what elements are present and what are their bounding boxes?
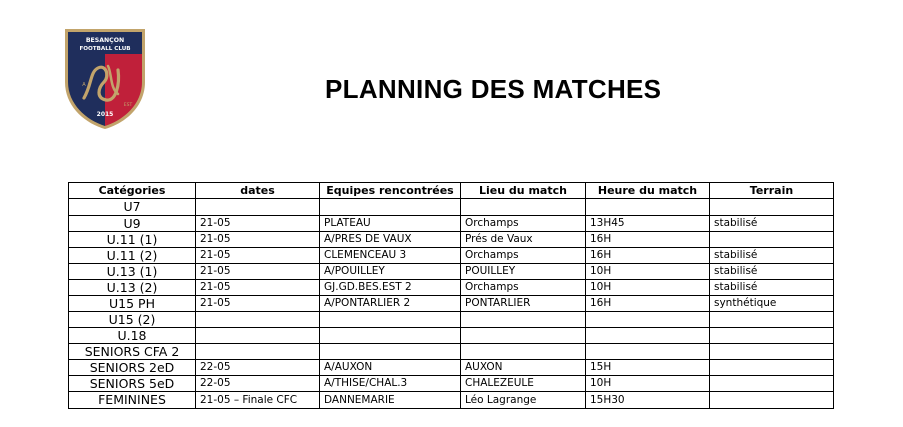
- table-cell: [461, 312, 586, 328]
- column-header: Equipes rencontrées: [320, 183, 461, 199]
- table-row: [69, 360, 834, 376]
- table-cell: stabilisé: [710, 280, 834, 296]
- table-cell: CHALEZEULE: [461, 376, 586, 392]
- table-row: [69, 248, 834, 264]
- table-cell: [196, 312, 320, 328]
- table-cell: A/AUXON: [320, 360, 461, 376]
- table-cell: 21-05: [196, 264, 320, 280]
- logo-year: 2015: [96, 111, 114, 118]
- table-cell: stabilisé: [710, 216, 834, 232]
- table-header-row: [69, 183, 834, 199]
- page-title: PLANNING DES MATCHES: [325, 74, 662, 104]
- table-cell: 21-05: [196, 232, 320, 248]
- table-cell: [196, 199, 320, 216]
- logo-motto-right: EST: [123, 103, 133, 108]
- table-row: [69, 264, 834, 280]
- logo-line1: BESANÇON: [85, 37, 125, 44]
- table-cell: [320, 344, 461, 360]
- table-cell: [586, 199, 710, 216]
- table-cell: [586, 312, 710, 328]
- category-cell: U.18: [69, 328, 196, 344]
- category-cell: U.13 (1): [69, 264, 196, 280]
- table-row: [69, 199, 834, 216]
- table-cell: Orchamps: [461, 248, 586, 264]
- column-header: Catégories: [69, 183, 196, 199]
- table-cell: stabilisé: [710, 264, 834, 280]
- table-cell: [461, 328, 586, 344]
- category-cell: SENIORS CFA 2: [69, 344, 196, 360]
- category-cell: SENIORS 5eD: [69, 376, 196, 392]
- table-cell: 22-05: [196, 376, 320, 392]
- table-row: [69, 344, 834, 360]
- category-cell: U.11 (1): [69, 232, 196, 248]
- table-cell: 15H30: [586, 392, 710, 409]
- category-cell: U15 (2): [69, 312, 196, 328]
- table-row: [69, 232, 834, 248]
- table-cell: Léo Lagrange: [461, 392, 586, 409]
- table-row: [69, 216, 834, 232]
- table-cell: stabilisé: [710, 248, 834, 264]
- table-cell: 21-05: [196, 296, 320, 312]
- table-cell: 21-05: [196, 280, 320, 296]
- column-header: Lieu du match: [461, 183, 586, 199]
- table-cell: PLATEAU: [320, 216, 461, 232]
- table-cell: [710, 344, 834, 360]
- table-cell: GJ.GD.BES.EST 2: [320, 280, 461, 296]
- category-cell: U9: [69, 216, 196, 232]
- column-header: Heure du match: [586, 183, 710, 199]
- table-cell: 21-05: [196, 216, 320, 232]
- table-cell: A/THISE/CHAL.3: [320, 376, 461, 392]
- table-cell: 21-05 – Finale CFC: [196, 392, 320, 409]
- table-cell: synthétique: [710, 296, 834, 312]
- table-row: [69, 296, 834, 312]
- table-cell: PONTARLIER: [461, 296, 586, 312]
- table-cell: 10H: [586, 264, 710, 280]
- table-cell: [586, 328, 710, 344]
- table-cell: POUILLEY: [461, 264, 586, 280]
- category-cell: SENIORS 2eD: [69, 360, 196, 376]
- table-cell: [710, 312, 834, 328]
- category-cell: U7: [69, 199, 196, 216]
- table-cell: CLEMENCEAU 3: [320, 248, 461, 264]
- category-cell: FEMININES: [69, 392, 196, 409]
- table-cell: [586, 344, 710, 360]
- table-cell: [710, 392, 834, 409]
- club-crest-icon: [62, 24, 148, 130]
- table-cell: [320, 312, 461, 328]
- table-cell: Orchamps: [461, 216, 586, 232]
- table-cell: 16H: [586, 248, 710, 264]
- table-cell: Prés de Vaux: [461, 232, 586, 248]
- table-cell: Orchamps: [461, 280, 586, 296]
- table-cell: 16H: [586, 232, 710, 248]
- table-cell: [196, 344, 320, 360]
- table-cell: 10H: [586, 376, 710, 392]
- table-cell: 21-05: [196, 248, 320, 264]
- table-cell: [710, 360, 834, 376]
- table-cell: 15H: [586, 360, 710, 376]
- column-header: dates: [196, 183, 320, 199]
- table-cell: 22-05: [196, 360, 320, 376]
- table-row: [69, 376, 834, 392]
- table-cell: [461, 199, 586, 216]
- table-row: [69, 312, 834, 328]
- table-cell: [710, 328, 834, 344]
- table-cell: 13H45: [586, 216, 710, 232]
- table-cell: A/PONTARLIER 2: [320, 296, 461, 312]
- table-cell: [710, 232, 834, 248]
- table-row: [69, 280, 834, 296]
- category-cell: U.13 (2): [69, 280, 196, 296]
- table-cell: DANNEMARIE: [320, 392, 461, 409]
- table-cell: A/POUILLEY: [320, 264, 461, 280]
- table-cell: [710, 376, 834, 392]
- table-body: [69, 199, 834, 409]
- category-cell: U.11 (2): [69, 248, 196, 264]
- table-cell: [320, 199, 461, 216]
- table-cell: 10H: [586, 280, 710, 296]
- logo-motto-left: A: [82, 82, 86, 88]
- table-cell: 16H: [586, 296, 710, 312]
- table-cell: A/PRES DE VAUX: [320, 232, 461, 248]
- table-cell: AUXON: [461, 360, 586, 376]
- table-cell: [710, 199, 834, 216]
- table-row: [69, 392, 834, 409]
- club-logo: [62, 24, 148, 130]
- logo-line2: FOOTBALL CLUB: [79, 46, 131, 52]
- table-cell: [196, 328, 320, 344]
- category-cell: U15 PH: [69, 296, 196, 312]
- table-cell: [461, 344, 586, 360]
- table-row: [69, 328, 834, 344]
- table-cell: [320, 328, 461, 344]
- match-schedule-table: [68, 182, 834, 409]
- column-header: Terrain: [710, 183, 834, 199]
